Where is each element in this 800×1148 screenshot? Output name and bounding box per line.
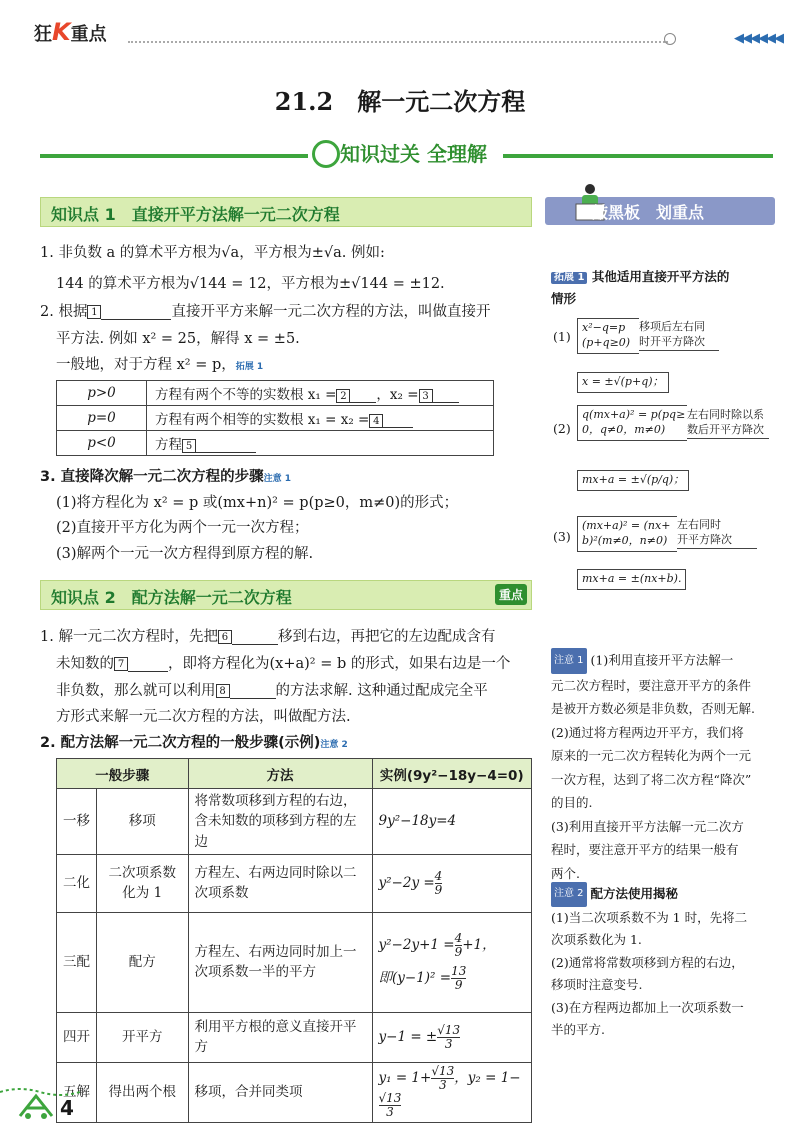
band-title: 知识过关 全理解: [340, 142, 487, 166]
case-2-number: (2): [553, 421, 571, 436]
kp2-p1c: 非负数，那么就可以利用 8 的方法求解. 这种通过配成完全平: [56, 683, 488, 699]
kp1-line2b: 平方法. 例如 x² = 25，解得 x = ±5.: [56, 331, 300, 347]
kp1-step1: (1)将方程化为 x² = p 或(mx+n)² = p(p≥0，m≠0)的形式；: [56, 495, 459, 511]
kp2-header: 知识点 2 配方法解一元二次方程 重点: [40, 580, 532, 610]
table-row: p=0 方程有两个相等的实数根 x₁ = x₂ = 4: [57, 406, 494, 431]
case-1-box: x²−q=p (p+q≥0): [577, 318, 639, 354]
band-line-left: [40, 154, 308, 158]
kp1-line1b: 144 的算术平方根为√144 = 12，平方根为±√144 = ±12.: [56, 276, 445, 292]
table-row: 三配 配方 方程左、右两边同时加上一次项系数一半的平方 y²−2y+1 = $\frac{4}{9}$ +1， 即(y−1)² = $\frac{13}{9}$: [57, 912, 532, 1012]
table-row: 四开 开平方 利用平方根的意义直接开平方 y−1 = ± $\frac{√13}{3}$: [57, 1012, 532, 1062]
table-header-row: 一般步骤 方法 实例(9y²−18y−4=0): [57, 759, 532, 789]
table-row: p<0 方程 5: [57, 431, 494, 456]
key-point-badge: 重点: [495, 584, 527, 605]
case-3-box: (mx+a)² = (nx+ b)²(m≠0，n≠0): [577, 516, 677, 552]
case-1-number: (1): [553, 329, 571, 344]
note-2-block: 注意 2 配方法使用揭秘 (1)当二次项系数不为 1 时，先将二 次项系数化为 1. (2)通常将常数项移到方程的右边， 移项时注意变号. (3)在方程两边都加上一次项系数一 半的平方.: [551, 882, 747, 1042]
logo: 狂K重点: [34, 18, 107, 46]
steps-table: [56, 758, 532, 1123]
tag-expand-1[interactable]: 拓展 1: [235, 362, 264, 372]
band-line-right: [503, 154, 773, 158]
kp1-step2: (2)直接开平方化为两个一元一次方程；: [56, 520, 309, 536]
footer-graphic: [0, 1086, 100, 1148]
note-2-label: 注意 2: [551, 882, 587, 907]
kp1-line2c: 一般地，对于方程 x² = p，拓展 1: [56, 357, 264, 373]
header-dot-end: [664, 33, 676, 45]
chapter-title: 21.2 解一元二次方程: [274, 87, 526, 116]
kp1-line1: 1. 非负数 a 的算术平方根为√a，平方根为±√a. 例如:: [40, 245, 385, 261]
page-number: 4: [60, 1096, 74, 1120]
tag-note-1[interactable]: 注意 1: [263, 474, 292, 484]
sidebar-title: 敲黑板 划重点: [592, 203, 705, 222]
kp2-p1a: 1. 解一元二次方程时，先把 6 移到右边，再把它的左边配成含有: [40, 629, 496, 645]
case-2-box: q(mx+a)² = p(pq≥ 0，q≠0，m≠0): [577, 405, 687, 441]
case-3-number: (3): [553, 529, 571, 544]
table-row: 五解 得出两个根 移项，合并同类项 y₁ = 1+ $\frac{√13}{3}$ ，y₂ = 1− $\frac{√13}{3}$: [57, 1062, 532, 1122]
swirl-icon: [312, 140, 340, 168]
case-1-result: x = ±√(p+q)；: [577, 372, 669, 393]
case-3-note: 左右同时 开平方降次: [677, 518, 757, 549]
kp2-p2: 2. 配方法解一元二次方程的一般步骤(示例)注意 2: [40, 735, 348, 751]
tag-note-2[interactable]: 注意 2: [320, 740, 348, 750]
table-row: 一移 移项 将常数项移到方程的右边，含未知数的项移到方程的左边 9y²−18y=4: [57, 789, 532, 855]
header-arrows-icon: ◀◀◀◀◀◀: [734, 31, 782, 46]
header-dotted-line: [128, 41, 668, 43]
kp1-header: 知识点 1 直接开平方法解一元二次方程: [40, 197, 532, 227]
kp1-line2: 2. 根据 1 直接开平方来解一元二次方程的方法，叫做直接开: [40, 304, 491, 320]
note-1-block: 注意 1 (1)利用直接开平方法解一 元二次方程时，要注意开平方的条件 是被开方数必须是非负数，否则无解. (2)通过将方程两边开平方，我们将 原来的一元二次方程转化为两个一元 一次方程，达到了将二次方程“降次” 的目的. (3)利用直接开平方法解一元二次方 程时，要注意开平方的结果一般有 两个.: [551, 648, 755, 885]
table-row: p>0 方程有两个不等的实数根 x₁ = 2 ，x₂ = 3: [57, 381, 494, 406]
table-row: 二化 二次项系数化为 1 方程左、右两边同时除以二次项系数 y²−2y = $\frac{4}{9}$: [57, 854, 532, 912]
kp2-p1d: 方形式来解一元二次方程的方法，叫做配方法.: [56, 709, 351, 725]
kp1-step3: (3)解两个一元一次方程得到原方程的解.: [56, 546, 314, 562]
expand-1-title: 拓展 1 其他适用直接开平方法的: [551, 271, 729, 284]
case-3-result: mx+a = ±(nx+b).: [577, 569, 686, 590]
case-1-note: 移项后左右同 时开平方降次: [639, 320, 719, 351]
note-1-label: 注意 1: [551, 648, 587, 674]
expand-1-title-b: 情形: [551, 291, 577, 306]
blank-1-marker: 1: [87, 305, 101, 319]
kp2-p1b: 未知数的 7 ，即将方程化为(x+a)² = b 的形式，如果右边是一个: [56, 656, 511, 672]
kp1-table: [56, 380, 494, 456]
case-2-result: mx+a = ±√(p/q)；: [577, 470, 689, 491]
case-2-note: 左右同时除以系 数后开平方降次: [687, 408, 769, 439]
kp1-line3: 3. 直接降次解一元二次方程的步骤注意 1: [40, 469, 292, 485]
